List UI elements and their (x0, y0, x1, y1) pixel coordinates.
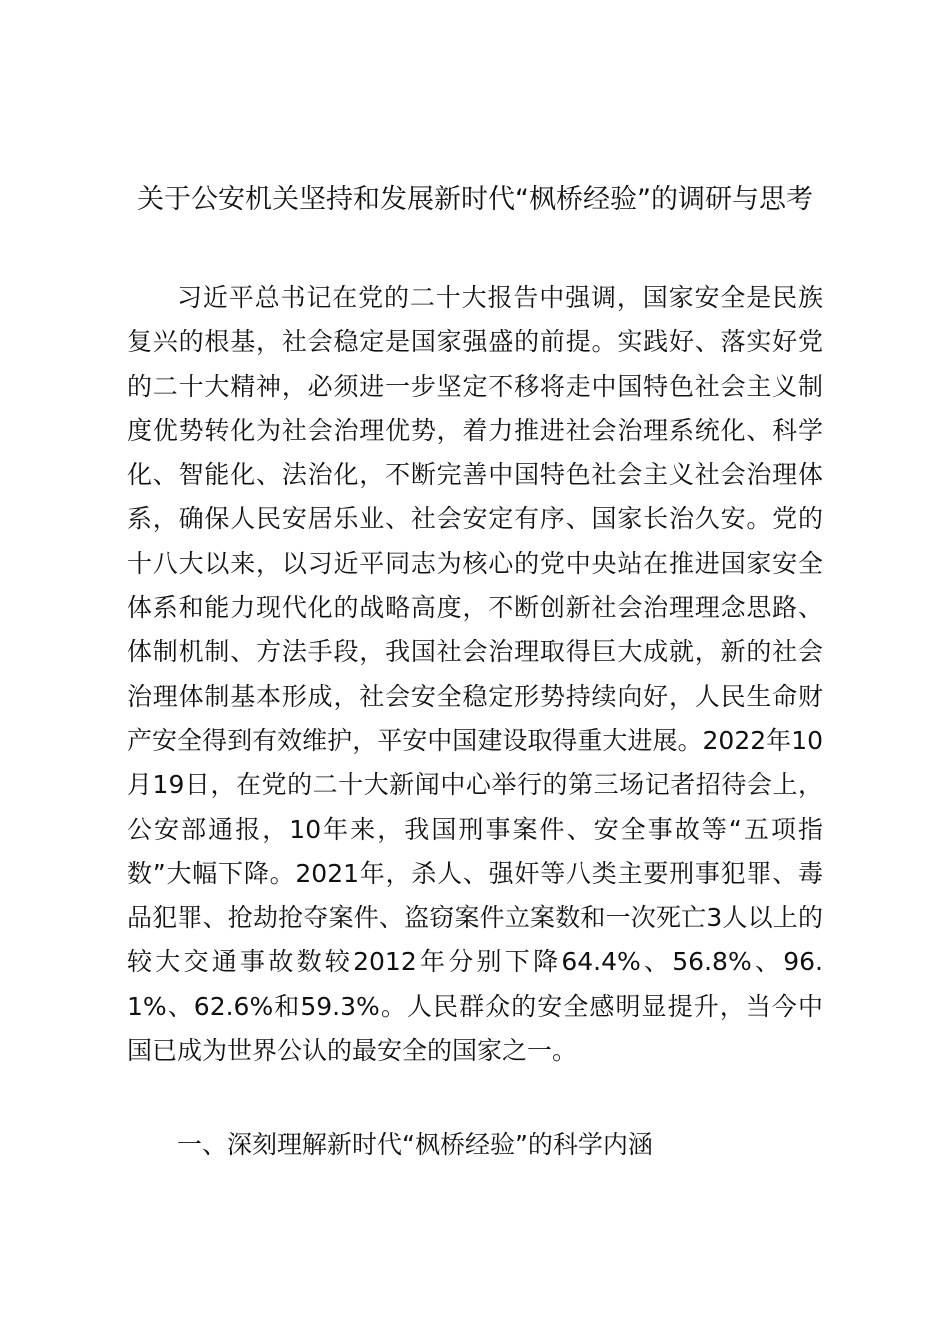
section-heading: 一、深刻理解新时代“枫桥经验”的科学内涵 (177, 1130, 653, 1159)
body-paragraph: 习近平总书记在党的二十大报告中强调，国家安全是民族复兴的根基，社会稳定是国家强盛的前提。实践好、落实好党的二十大精神，必须进一步坚定不移将走中国特色社会主义制度优势转化为社会治理优势，着力推进社会治理系统化、科学化、智能化、法治化，不断完善中国特色社会主义社会治理体系，确保人民安居乐业、社会安定有序、国家长治久安。党的十八大以来，以习近平同志为核心的党中央站在推进国家安全体系和能力现代化的战略高度，不断创新社会治理理念思路、体制机制、方法手段，我国社会治理取得巨大成就，新的社会治理体制基本形成，社会安全稳定形势持续向好，人民生命财产安全得到有效维护，平安中国建设取得重大进展。2022年10月19日，在党的二十大新闻中心举行的第三场记者招待会上，公安部通报，10年来，我国刑事案件、安全事故等“五项指数”大幅下降。2021年，杀人、强奸等八类主要刑事犯罪、毒品犯罪、抢劫抢夺案件、盗窃案件立案数和一次死亡3人以上的较大交通事故数较2012年分别下降64.4%、56.8%、96.1%、62.6%和59.3%。人民群众的安全感明显提升，当今中国已成为世界公认的最安全的国家之一。 (127, 283, 823, 1066)
document-title: 关于公安机关坚持和发展新时代“枫桥经验”的调研与思考 (137, 184, 813, 215)
